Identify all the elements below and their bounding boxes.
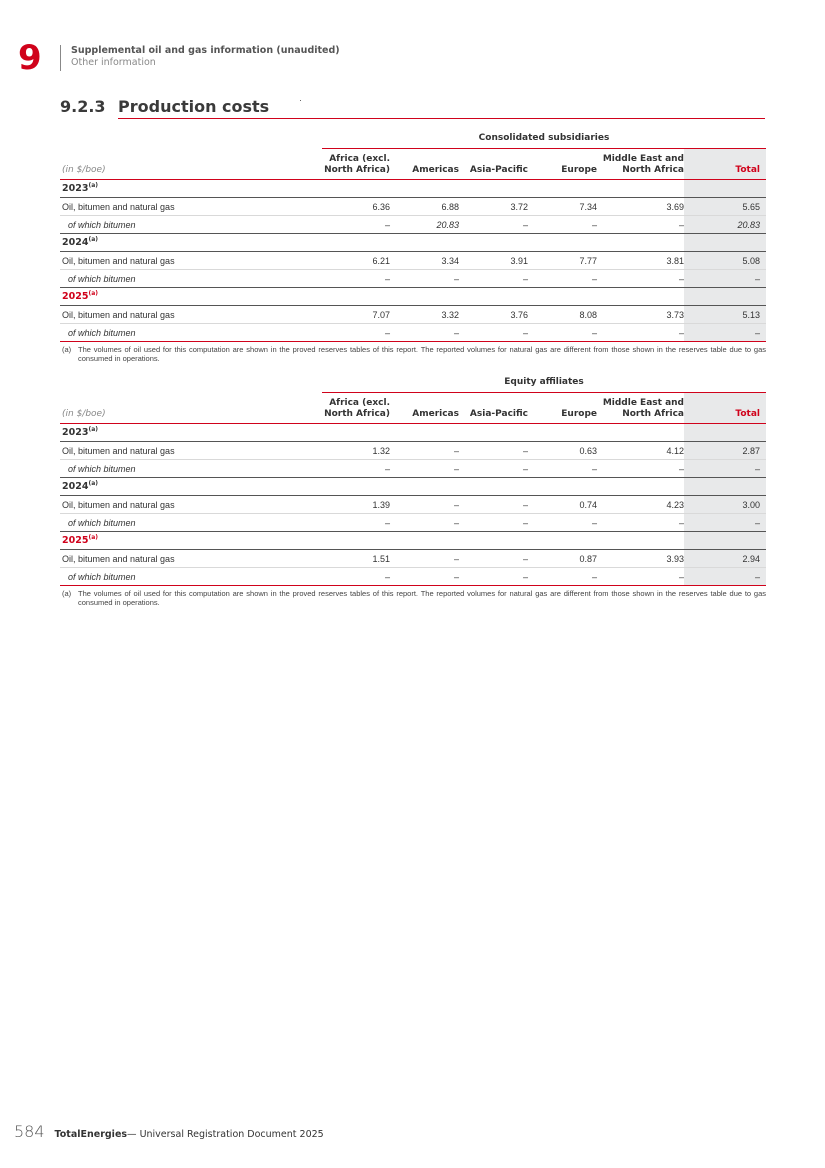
year-label	[60, 480, 322, 492]
total-cell: 5.65	[684, 198, 766, 215]
value-cell: 6.36	[372, 201, 390, 212]
table-group-title: Equity affiliates	[504, 377, 584, 387]
year-value: 2023	[62, 183, 89, 195]
footnote-ref: (a)	[88, 534, 98, 542]
value-cell: 3.34	[441, 255, 459, 266]
value-cell: –	[522, 219, 528, 230]
total-cell	[684, 532, 766, 549]
year-row	[60, 288, 766, 306]
value-cell: 3.81	[666, 255, 684, 266]
value-cell: 4.23	[666, 499, 684, 510]
page-number: 584	[14, 1122, 45, 1141]
total-cell	[684, 234, 766, 251]
year-value: 2025	[62, 535, 89, 547]
value-cell: 0.63	[579, 445, 597, 456]
value-cell: –	[384, 571, 390, 582]
value-cell: –	[678, 463, 684, 474]
value-cell: 1.32	[372, 445, 390, 456]
value-cell: 3.32	[441, 309, 459, 320]
row-label: Oil, bitumen and natural gas	[62, 553, 175, 564]
value-cell: –	[678, 327, 684, 338]
year-row	[60, 424, 766, 442]
value-cell: 7.07	[372, 309, 390, 320]
total-cell: 3.00	[684, 496, 766, 513]
brand-name: TotalEnergies	[54, 1129, 128, 1140]
value-cell: –	[453, 273, 459, 284]
value-cell: 20.83	[436, 219, 459, 230]
value-cell: 3.73	[666, 309, 684, 320]
value-cell: –	[384, 327, 390, 338]
total-cell	[684, 478, 766, 495]
footnote-ref: (a)	[88, 480, 98, 488]
footnote-ref: (a)	[88, 182, 98, 190]
column-header: Africa (excl. North Africa)	[324, 398, 390, 419]
value-cell: 0.74	[579, 499, 597, 510]
value-cell: 4.12	[666, 445, 684, 456]
value-cell: –	[384, 219, 390, 230]
table-subrow	[60, 460, 766, 478]
footnote-ref: (a)	[88, 290, 98, 298]
chapter-number: 9	[18, 38, 42, 78]
value-cell: –	[453, 327, 459, 338]
year-row	[60, 478, 766, 496]
year-label	[60, 182, 322, 194]
footnote-text: The volumes of oil used for this computation are shown in the proved reserves tables of this report. The reported volumes for natural gas are different from those shown in the reserves table due to gas consumed in operations.	[78, 589, 766, 607]
total-cell	[684, 424, 766, 441]
consolidated-subsidiaries-table	[60, 130, 766, 363]
value-cell: –	[678, 571, 684, 582]
total-cell: –	[684, 270, 766, 287]
unit-label: (in $/boe)	[62, 409, 106, 419]
table-body	[60, 180, 766, 342]
table-subrow	[60, 324, 766, 342]
row-label: of which bitumen	[68, 571, 136, 582]
row-label: Oil, bitumen and natural gas	[62, 445, 175, 456]
year-row	[60, 532, 766, 550]
value-cell: –	[522, 517, 528, 528]
footnote-ref: (a)	[88, 236, 98, 244]
value-cell: 3.93	[666, 553, 684, 564]
total-cell: –	[684, 460, 766, 477]
total-cell	[684, 180, 766, 197]
column-header: Europe	[561, 409, 597, 419]
value-cell: –	[522, 445, 528, 456]
row-label: of which bitumen	[68, 327, 136, 338]
value-cell: –	[591, 327, 597, 338]
value-cell: 3.72	[510, 201, 528, 212]
total-cell: 20.83	[684, 216, 766, 233]
column-header: Africa (excl. North Africa)	[324, 154, 390, 175]
value-cell: –	[453, 463, 459, 474]
value-cell: –	[384, 463, 390, 474]
value-cell: –	[384, 517, 390, 528]
column-header-row	[60, 393, 766, 424]
table-subrow	[60, 270, 766, 288]
total-cell: 5.08	[684, 252, 766, 269]
page-footer	[14, 1122, 324, 1141]
row-label: Oil, bitumen and natural gas	[62, 309, 175, 320]
value-cell: –	[678, 219, 684, 230]
column-header-total: Total	[684, 393, 766, 423]
column-header-total: Total	[684, 149, 766, 179]
table-group-header	[322, 130, 766, 149]
value-cell: –	[384, 273, 390, 284]
value-cell: –	[522, 273, 528, 284]
table-subrow	[60, 568, 766, 586]
row-label: Oil, bitumen and natural gas	[62, 255, 175, 266]
value-cell: –	[522, 327, 528, 338]
equity-affiliates-table	[60, 374, 766, 607]
value-cell: 1.51	[372, 553, 390, 564]
row-label: of which bitumen	[68, 273, 136, 284]
value-cell: 6.88	[441, 201, 459, 212]
value-cell: 7.34	[579, 201, 597, 212]
value-cell: 3.69	[666, 201, 684, 212]
column-header: Asia-Pacific	[469, 165, 528, 175]
footnote-text: The volumes of oil used for this computation are shown in the proved reserves tables of this report. The reported volumes for natural gas are different from those shown in the reserves table due to gas consumed in operations.	[78, 345, 766, 363]
row-label: Oil, bitumen and natural gas	[62, 499, 175, 510]
column-header: Americas	[412, 165, 459, 175]
year-label	[60, 534, 322, 546]
footnote-mark: (a)	[62, 345, 72, 354]
document-title: — Universal Registration Document 2025	[127, 1129, 324, 1140]
footnote-mark: (a)	[62, 589, 72, 598]
total-cell: 2.87	[684, 442, 766, 459]
table-row	[60, 252, 766, 270]
value-cell: 6.21	[372, 255, 390, 266]
table-row	[60, 496, 766, 514]
total-cell: 2.94	[684, 550, 766, 567]
value-cell: –	[522, 463, 528, 474]
value-cell: 8.08	[579, 309, 597, 320]
header-divider	[60, 45, 61, 71]
section-rule	[118, 118, 765, 119]
table-footnote	[60, 589, 766, 607]
table-body	[60, 424, 766, 586]
total-cell: –	[684, 324, 766, 341]
chapter-title: Supplemental oil and gas information (unaudited)	[71, 45, 340, 56]
table-row	[60, 198, 766, 216]
value-cell: –	[453, 517, 459, 528]
table-row	[60, 442, 766, 460]
total-cell: –	[684, 514, 766, 531]
year-value: 2025	[62, 291, 89, 303]
value-cell: –	[453, 445, 459, 456]
table-group-header	[322, 374, 766, 393]
table-footnote	[60, 345, 766, 363]
table-row	[60, 550, 766, 568]
table-row	[60, 306, 766, 324]
total-cell: –	[684, 568, 766, 585]
year-label	[60, 426, 322, 438]
value-cell: 7.77	[579, 255, 597, 266]
value-cell: –	[522, 571, 528, 582]
value-cell: –	[678, 517, 684, 528]
value-cell: –	[591, 517, 597, 528]
value-cell: –	[591, 273, 597, 284]
value-cell: 1.39	[372, 499, 390, 510]
year-row	[60, 180, 766, 198]
column-header: Europe	[561, 165, 597, 175]
value-cell: 3.91	[510, 255, 528, 266]
table-subrow	[60, 514, 766, 532]
value-cell: –	[591, 571, 597, 582]
table-subrow	[60, 216, 766, 234]
value-cell: –	[453, 571, 459, 582]
section-number: 9.2.3	[60, 97, 106, 116]
column-header: Americas	[412, 409, 459, 419]
column-header: Middle East and North Africa	[602, 154, 684, 175]
year-value: 2024	[62, 481, 89, 493]
value-cell: –	[591, 463, 597, 474]
table-group-title: Consolidated subsidiaries	[478, 133, 610, 143]
column-header-row	[60, 149, 766, 180]
stray-dot	[300, 100, 301, 101]
value-cell: –	[522, 553, 528, 564]
value-cell: –	[522, 499, 528, 510]
value-cell: –	[591, 219, 597, 230]
column-header: Asia-Pacific	[469, 409, 528, 419]
footnote-ref: (a)	[88, 426, 98, 434]
section-title: Production costs	[118, 97, 270, 116]
row-label: Oil, bitumen and natural gas	[62, 201, 175, 212]
value-cell: 0.87	[579, 553, 597, 564]
value-cell: –	[453, 499, 459, 510]
value-cell: –	[678, 273, 684, 284]
year-value: 2023	[62, 427, 89, 439]
year-label	[60, 290, 322, 302]
value-cell: –	[453, 553, 459, 564]
year-row	[60, 234, 766, 252]
year-value: 2024	[62, 237, 89, 249]
row-label: of which bitumen	[68, 219, 136, 230]
total-cell: 5.13	[684, 306, 766, 323]
total-cell	[684, 288, 766, 305]
row-label: of which bitumen	[68, 463, 136, 474]
row-label: of which bitumen	[68, 517, 136, 528]
chapter-subtitle: Other information	[71, 57, 156, 68]
value-cell: 3.76	[510, 309, 528, 320]
unit-label: (in $/boe)	[62, 165, 106, 175]
column-header: Middle East and North Africa	[602, 398, 684, 419]
year-label	[60, 236, 322, 248]
